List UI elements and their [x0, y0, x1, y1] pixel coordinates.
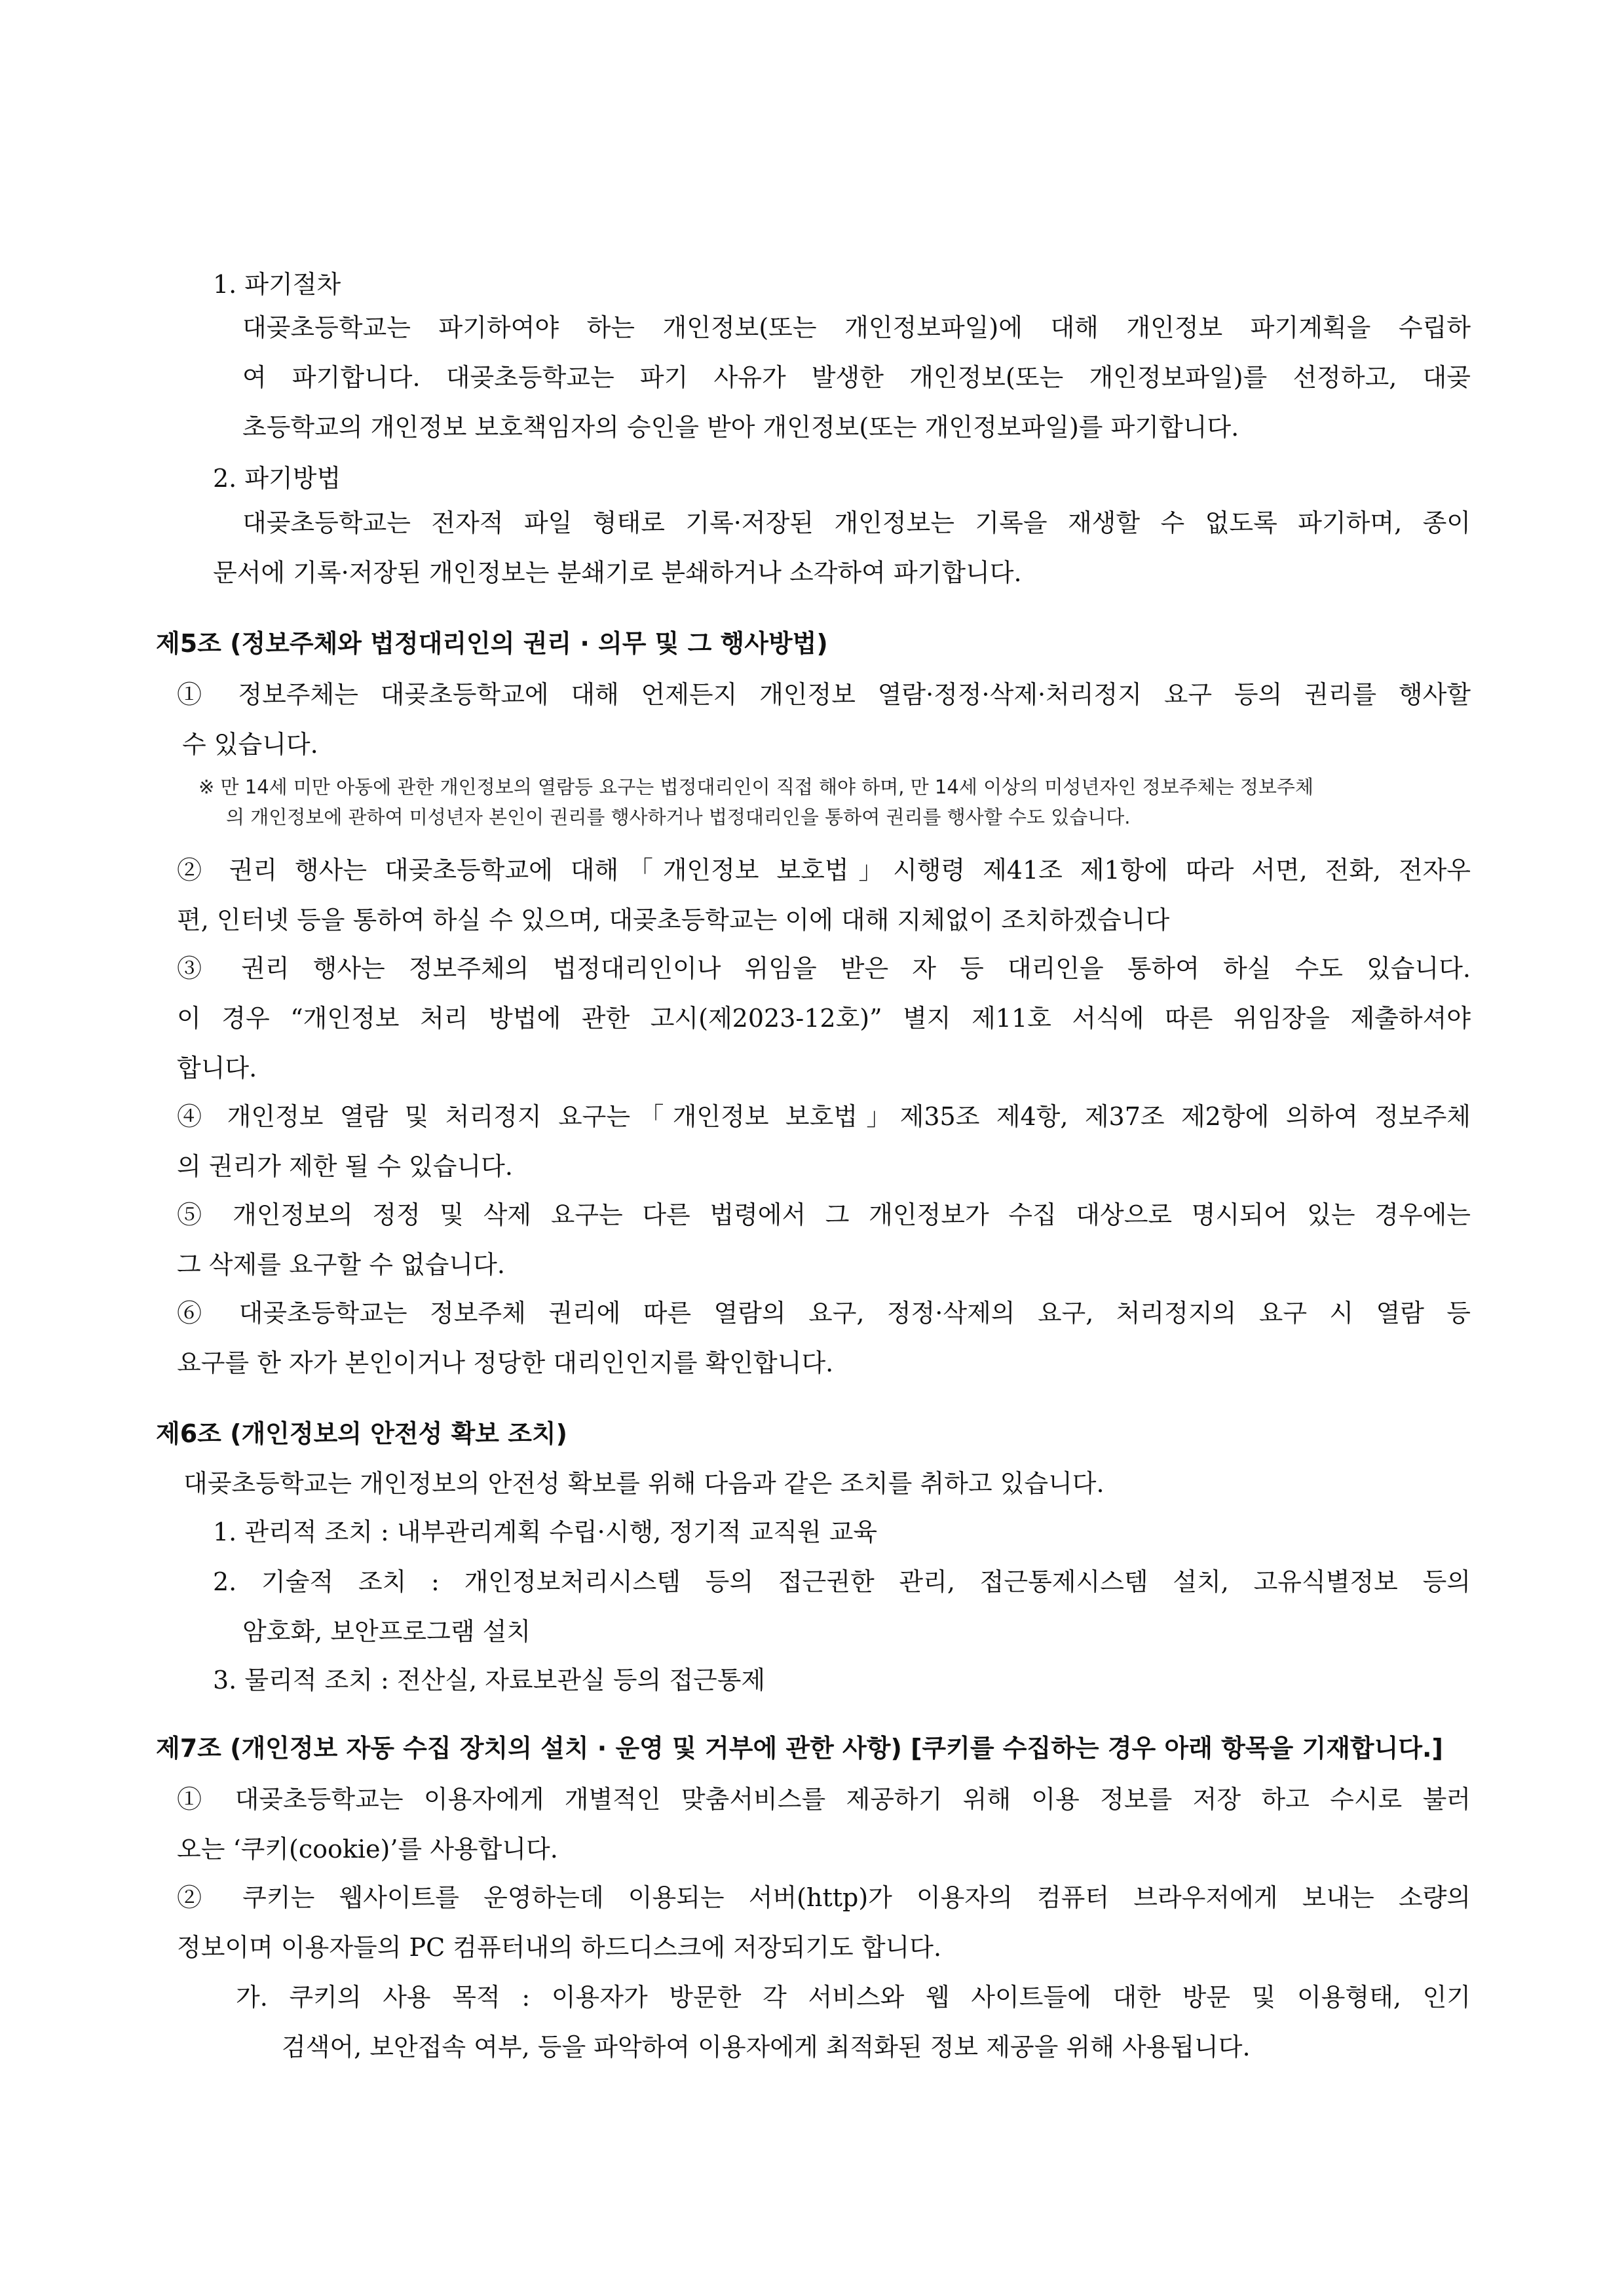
note-line: 의 개인정보에 관하여 미성년자 본인이 권리를 행사하거나 법정대리인을 통하여 권리를 행사할 수도 있습니다. — [226, 806, 1131, 828]
paragraph-line: 합니다. — [177, 1054, 257, 1082]
list-item: 3. 물리적 조치 : 전산실, 자료보관실 등의 접근통제 — [213, 1666, 766, 1694]
paragraph-line: 여 파기합니다. 대곶초등학교는 파기 사유가 발생한 개인정보(또는 개인정보파일)를 선정하고, 대곶 — [242, 363, 1471, 392]
section-heading-6: 제6조 (개인정보의 안전성 확보 조치) — [156, 1419, 568, 1448]
paragraph-line: 문서에 기록·저장된 개인정보는 분쇄기로 분쇄하거나 소각하여 파기합니다. — [213, 558, 1022, 587]
paragraph-line: ② 권리 행사는 대곶초등학교에 대해「개인정보 보호법」시행령 제41조 제1항에 따라 서면, 전화, 전자우 — [177, 856, 1471, 885]
paragraph-line: 수 있습니다. — [182, 730, 318, 759]
list-item: 2. 기술적 조치 : 개인정보처리시스템 등의 접근권한 관리, 접근통제시스템 설치, 고유식별정보 등의 — [213, 1567, 1471, 1596]
paragraph-line: ⑥ 대곶초등학교는 정보주체 권리에 따른 열람의 요구, 정정·삭제의 요구, 처리정지의 요구 시 열람 등 — [177, 1299, 1471, 1328]
item-title-destruction-method: 2. 파기방법 — [213, 464, 341, 493]
list-item: 1. 관리적 조치 : 내부관리계획 수립·시행, 정기적 교직원 교육 — [213, 1518, 878, 1546]
item-title-destruction-procedure: 1. 파기절차 — [213, 270, 341, 299]
paragraph-line: 대곶초등학교는 개인정보의 안전성 확보를 위해 다음과 같은 조치를 취하고 있습니다. — [183, 1469, 1105, 1498]
note-line: ※ 만 14세 미만 아동에 관한 개인정보의 열람등 요구는 법정대리인이 직접 해야 하며, 만 14세 이상의 미성년자인 정보주체는 정보주체 — [198, 776, 1313, 798]
list-item-continued: 암호화, 보안프로그램 설치 — [242, 1617, 531, 1646]
paragraph-line: 정보이며 이용자들의 PC 컴퓨터내의 하드디스크에 저장되기도 합니다. — [177, 1933, 942, 1962]
paragraph-line: 대곶초등학교는 전자적 파일 형태로 기록·저장된 개인정보는 기록을 재생할 수 없도록 파기하며, 종이 — [242, 508, 1471, 537]
paragraph-line: 요구를 한 자가 본인이거나 정당한 대리인인지를 확인합니다. — [177, 1349, 834, 1377]
paragraph-line: 이 경우 “개인정보 처리 방법에 관한 고시(제2023-12호)” 별지 제11호 서식에 따른 위임장을 제출하셔야 — [177, 1004, 1471, 1033]
paragraph-line: ④ 개인정보 열람 및 처리정지 요구는「개인정보 보호법」제35조 제4항, 제37조 제2항에 의하여 정보주체 — [177, 1102, 1471, 1131]
sub-item-continued: 검색어, 보안접속 여부, 등을 파악하여 이용자에게 최적화된 정보 제공을 위해 사용됩니다. — [282, 2033, 1251, 2061]
paragraph-line: 의 권리가 제한 될 수 있습니다. — [177, 1152, 513, 1181]
paragraph-line: ② 쿠키는 웹사이트를 운영하는데 이용되는 서버(http)가 이용자의 컴퓨터 브라우저에게 보내는 소량의 — [177, 1883, 1471, 1912]
paragraph-line: 초등학교의 개인정보 보호책임자의 승인을 받아 개인정보(또는 개인정보파일)를 파기합니다. — [242, 413, 1239, 442]
paragraph-line: 오는 ‘쿠키(cookie)’를 사용합니다. — [177, 1835, 558, 1864]
paragraph-line: ① 정보주체는 대곶초등학교에 대해 언제든지 개인정보 열람·정정·삭제·처리정지 요구 등의 권리를 행사할 — [177, 680, 1471, 709]
section-heading-7: 제7조 (개인정보 자동 수집 장치의 설치 · 운영 및 거부에 관한 사항) [쿠키를 수집하는 경우 아래 항목을 기재합니다.] — [156, 1734, 1443, 1763]
sub-item: 가. 쿠키의 사용 목적 : 이용자가 방문한 각 서비스와 웹 사이트들에 대한 방문 및 이용형태, 인기 — [236, 1983, 1471, 2012]
section-heading-5: 제5조 (정보주체와 법정대리인의 권리 · 의무 및 그 행사방법) — [156, 629, 828, 658]
paragraph-line: ③ 권리 행사는 정보주체의 법정대리인이나 위임을 받은 자 등 대리인을 통하여 하실 수도 있습니다. — [177, 954, 1471, 983]
paragraph-line: 그 삭제를 요구할 수 없습니다. — [177, 1250, 505, 1279]
paragraph-line: 대곶초등학교는 파기하여야 하는 개인정보(또는 개인정보파일)에 대해 개인정보 파기계획을 수립하 — [242, 313, 1471, 342]
paragraph-line: ① 대곶초등학교는 이용자에게 개별적인 맞춤서비스를 제공하기 위해 이용 정보를 저장 하고 수시로 불러 — [177, 1785, 1471, 1814]
paragraph-line: 편, 인터넷 등을 통하여 하실 수 있으며, 대곶초등학교는 이에 대해 지체없이 조치하겠습니다 — [177, 906, 1170, 934]
paragraph-line: ⑤ 개인정보의 정정 및 삭제 요구는 다른 법령에서 그 개인정보가 수집 대상으로 명시되어 있는 경우에는 — [177, 1200, 1471, 1229]
